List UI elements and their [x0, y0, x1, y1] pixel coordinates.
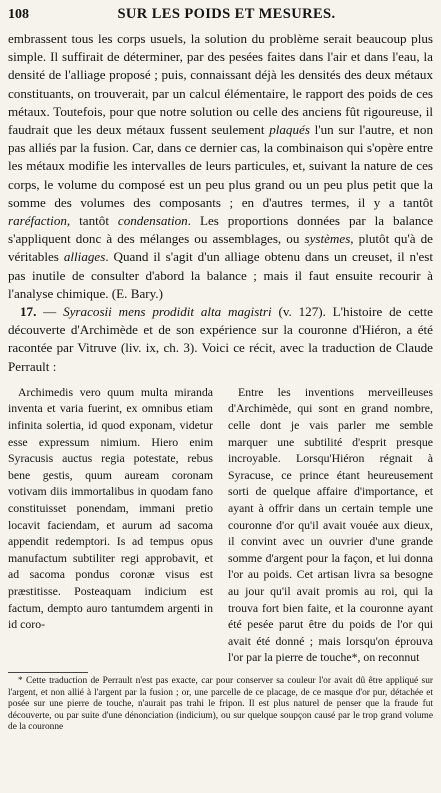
french-column [228, 384, 433, 666]
section-number: 17. [20, 304, 37, 320]
french-text: Entre les inventions merveilleuses d'Archimède, qui sont en grand nombre, celle dont je vais parler me semble marquer une subtilité d'esprit presque incroyable. Lorsqu'Hiéron régnait à Syracuse, ce prince étant heureusement sorti de quelque affaire d'importance, et ayant à offrir dans un certain temple une couronne d'or qu'il avait vouée aux dieux, il convint avec un ouvrier d'une grande somme d'argent pour la façon, et lui donna l'or au poids. Cet artisan livra sa besogne au jour qu'il avait promis au roi, qui la trouva fort bien faite, et la couronne ayant été pesée parut être du poids de l'or qui avait été donné ; mais lorsqu'on éprouva l'or par la pierre de touche*, on reconnut [228, 384, 433, 665]
footnote-rule [8, 672, 88, 673]
parallel-text [8, 384, 433, 666]
main-text [8, 30, 433, 376]
section-17: 17. — Syracosii mens prodidit alta magistri (v. 127). L'histoire de cette découverte d'Archimède et de son expérience sur la couronne d'Hiéron, a été racontée par Vitruve (liv. ix, ch. 3). Voici ce récit, avec la traduction de Claude Perrault : [8, 304, 433, 374]
page-number: 108 [8, 7, 29, 22]
book-page [8, 6, 433, 734]
paragraph-alloy: embrassent tous les corps usuels, la solution du problème serait beaucoup plus simple. Il suffirait de déterminer, par des pesées faites dans l'air et dans l'eau, la densité de l'alliage proposé ; puis, connaissant déjà les densités des deux métaux constituants, on trouverait, par un calcul élémentaire, le rapport des poids de ces métaux. Toutefois, pour que notre solution ou celle des anciens fût rigoureuse, il faudrait que les deux métaux fussent seulement plaqués l'un sur l'autre, et non pas alliés par la fusion. Car, dans ce dernier cas, la combinaison qui s'opère entre les métaux modifie les intervalles de leurs particules, et, suivant la nature de ces corps, le volume du composé est un peu plus grand ou un peu plus petit que la somme des volumes des composants ; en d'autres termes, il y a tantôt raréfaction, tantôt condensation. Les proportions données par la balance s'appliquent donc à des mélanges ou assemblages, ou systèmes, plutôt qu'à de véritables alliages. Quand il s'agit d'un alliage obtenu dans un creuset, il n'est pas inutile de consulter d'abord la balance ; mais il faut ensuite recourir à l'analyse chimique. (E. Bary.) [8, 31, 434, 301]
page-header [8, 6, 433, 28]
latin-column [8, 384, 213, 666]
latin-text: Archimedis vero quum multa miranda inventa et varia fuerint, ex omnibus etiam infinita solertia, id quod exponam, videtur esse expressum nimium. Hiero enim Syracusis auctus regia potestate, rebus bene gestis, quum auream coronam votivam diis immortalibus in quodam fano constituisset ponendam, immani pretio locavit faciendam, et aurum ad sacoma appendit redemptori. Is ad tempus opus manufactum subtiliter regi approbavit, et ad sacoma pondus coronæ visus est præstitisse. Posteaquam indicium est factum, dempto auro tantumdem argenti in id coro- [8, 384, 213, 632]
section-title: Syracosii mens prodidit alta magistri [63, 304, 272, 320]
running-head: SUR LES POIDS ET MESURES. [117, 6, 336, 22]
footnote: * Cette traduction de Perrault n'est pas exacte, car pour conserver sa couleur l'or avait dû être appliqué sur l'argent, et non allié à l'argent par la fusion ; or, une parcelle de ce placage, de ce masque d'or pur, détachée et posée sur une pierre de touche, n'aurait pas trahi le fripon. Il est plus naturel de penser que la fraude fut découverte, ou par suite d'une dénonciation (indicium), ou sur quelque soupçon causé par le trop grand volume de la couronne [8, 675, 433, 733]
